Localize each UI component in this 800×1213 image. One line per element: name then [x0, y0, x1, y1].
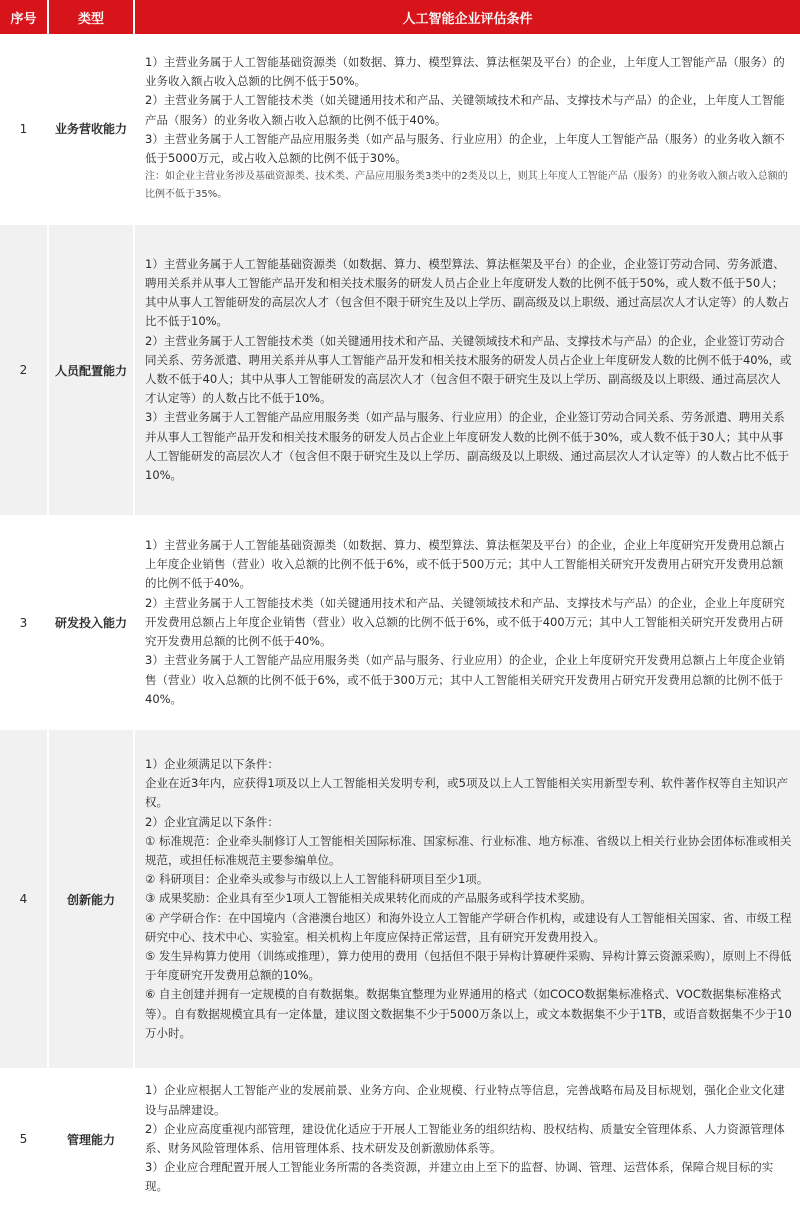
row-type: 管理能力 [48, 1069, 134, 1209]
condition-text: 3）企业应合理配置开展人工智能业务所需的各类资源，并建立由上至下的监督、协调、管理、运营体系，保障合规目标的实现。 [145, 1160, 774, 1194]
condition-text: ④ 产学研合作：在中国境内（含港澳台地区）和海外设立人工智能产学研合作机构，或建设有人工智能相关国家、省、市级工程研究中心、技术中心、实验室。相关机构上年度应保持正常运营，且有研究开发费用投入。 [145, 910, 792, 944]
condition-note: 注：如企业主营业务涉及基础资源类、技术类、产品应用服务类3类中的2类及以上，则其上年度人工智能产品（服务）的业务收入额占收入总额的比例不低于35%。 [145, 171, 788, 201]
row-type: 人员配置能力 [48, 224, 134, 516]
header-conditions: 人工智能企业评估条件 [134, 0, 800, 34]
condition-text: 企业在近3年内，应获得1项及以上人工智能相关发明专利，或5项及以上人工智能相关实用新型专利、软件著作权等自主知识产权。 [145, 776, 788, 810]
row-number: 3 [0, 516, 48, 729]
table-row [0, 516, 800, 729]
row-conditions [134, 224, 800, 516]
condition-text: ⑤ 发生异构算力使用（训练或推理），算力使用的费用（包括但不限于异构计算硬件采购、异构计算云资源采购），原则上不得低于年度研究开发费用总额的10%。 [145, 949, 792, 983]
header-type: 类型 [48, 0, 134, 34]
row-conditions [134, 34, 800, 224]
row-number: 2 [0, 224, 48, 516]
table-row [0, 34, 800, 224]
condition-text: ② 科研项目：企业牵头或参与市级以上人工智能科研项目至少1项。 [145, 872, 489, 887]
row-conditions [134, 516, 800, 729]
condition-text: 2）主营业务属于人工智能技术类（如关键通用技术和产品、关键领域技术和产品、支撑技术与产品）的企业，上年度人工智能产品（服务）的业务收入额占收入总额的比例不低于40%。 [145, 93, 785, 127]
condition-text: 2）主营业务属于人工智能技术类（如关键通用技术和产品、关键领域技术和产品、支撑技术与产品）的企业，企业签订劳动合同关系、劳务派遣、聘用关系并从事人工智能产品开发和相关技术服务的研发人员占企业上年度研发人数的比例不低于40%，或人数不低于40人；其中从事人工智能研发的高层次人才（包含但不限于研究生及以上学历、副高级及以上职级、通过高层次人才认定等）的人数占比不低于10%。 [145, 333, 792, 406]
condition-text: 3）主营业务属于人工智能产品应用服务类（如产品与服务、行业应用）的企业，上年度人工智能产品（服务）的业务收入额不低于5000万元，或占收入总额的比例不低于30%。 [145, 131, 785, 165]
condition-text: 3）主营业务属于人工智能产品应用服务类（如产品与服务、行业应用）的企业，企业上年度研究开发费用总额占上年度企业销售（营业）收入总额的比例不低于6%，或不低于300万元；其中人工智能相关研究开发费用占研究开发费用总额的比例不低于40%。 [145, 653, 785, 706]
row-number: 4 [0, 729, 48, 1069]
condition-text: ⑥ 自主创建并拥有一定规模的自有数据集。数据集宜整理为业界通用的格式（如COCO数据集标准格式、VOC数据集标准格式等）。自有数据规模宜具有一定体量，建议图文数据集不少于5000万条以上，或文本数据集不少于1TB，或语音数据集不少于10万小时。 [145, 987, 792, 1040]
condition-text: 2）企业宜满足以下条件： [145, 814, 279, 829]
condition-text: 1）主营业务属于人工智能基础资源类（如数据、算力、模型算法、算法框架及平台）的企业，企业签订劳动合同、劳务派遣、聘用关系并从事人工智能产品开发和相关技术服务的研发人员占企业上年度研发人数的比例不低于50%，或人数不低于50人；其中从事人工智能研发的高层次人才（包含但不限于研究生及以上学历、副高级及以上职级、通过高层次人才认定等）的人数占比不低于10%。 [145, 256, 789, 329]
condition-text: 1）主营业务属于人工智能基础资源类（如数据、算力、模型算法、算法框架及平台）的企业，企业上年度研究开发费用总额占上年度企业销售（营业）收入总额的比例不低于6%，或不低于500万元；其中人工智能相关研究开发费用占研究开发费用总额的比例不低于40%。 [145, 538, 785, 591]
table-row [0, 729, 800, 1069]
row-type: 创新能力 [48, 729, 134, 1069]
condition-text: 2）主营业务属于人工智能技术类（如关键通用技术和产品、关键领域技术和产品、支撑技术与产品）的企业，企业上年度研究开发费用总额占上年度企业销售（营业）收入总额的比例不低于6%，或不低于400万元；其中人工智能相关研究开发费用占研究开发费用总额的比例不低于40%。 [145, 595, 785, 649]
condition-text: 2）企业应高度重视内部管理，建设优化适应于开展人工智能业务的组织结构、股权结构、质量安全管理体系、人力资源管理体系、财务风险管理体系、信用管理体系、技术研发及创新激励体系等。 [145, 1121, 785, 1155]
condition-text: 1）主营业务属于人工智能基础资源类（如数据、算力、模型算法、算法框架及平台）的企业，上年度人工智能产品（服务）的业务收入额占收入总额的比例不低于50%。 [145, 54, 785, 89]
condition-text: ③ 成果奖励：企业具有至少1项人工智能相关成果转化而成的产品服务或科学技术奖励。 [145, 891, 592, 906]
table-row [0, 224, 800, 516]
row-number: 5 [0, 1069, 48, 1209]
row-number: 1 [0, 34, 48, 224]
condition-text: 3）主营业务属于人工智能产品应用服务类（如产品与服务、行业应用）的企业，企业签订劳动合同关系、劳务派遣、聘用关系并从事人工智能产品开发和相关技术服务的研发人员占企业上年度研发人数的比例不低于30%，或人数不低于30人；其中从事人工智能研发的高层次人才（包含但不限于研究生及以上学历、副高级及以上职级、通过高层次人才认定等）的人数占比不低于10%。 [145, 410, 789, 483]
condition-text: 1）企业应根据人工智能产业的发展前景、业务方向、企业规模、行业特点等信息，完善战略布局及目标规划，强化企业文化建设与品牌建设。 [145, 1083, 785, 1117]
table-row [0, 1069, 800, 1209]
row-conditions [134, 729, 800, 1069]
condition-text: 1）企业须满足以下条件： [145, 756, 279, 771]
table-header [0, 0, 800, 34]
row-type: 业务营收能力 [48, 34, 134, 224]
row-conditions [134, 1069, 800, 1209]
row-type: 研发投入能力 [48, 516, 134, 729]
condition-text: ① 标准规范：企业牵头制修订人工智能相关国际标准、国家标准、行业标准、地方标准、省级以上相关行业协会团体标准或相关规范，或担任标准规范主要参编单位。 [145, 833, 792, 867]
header-number: 序号 [0, 0, 48, 34]
